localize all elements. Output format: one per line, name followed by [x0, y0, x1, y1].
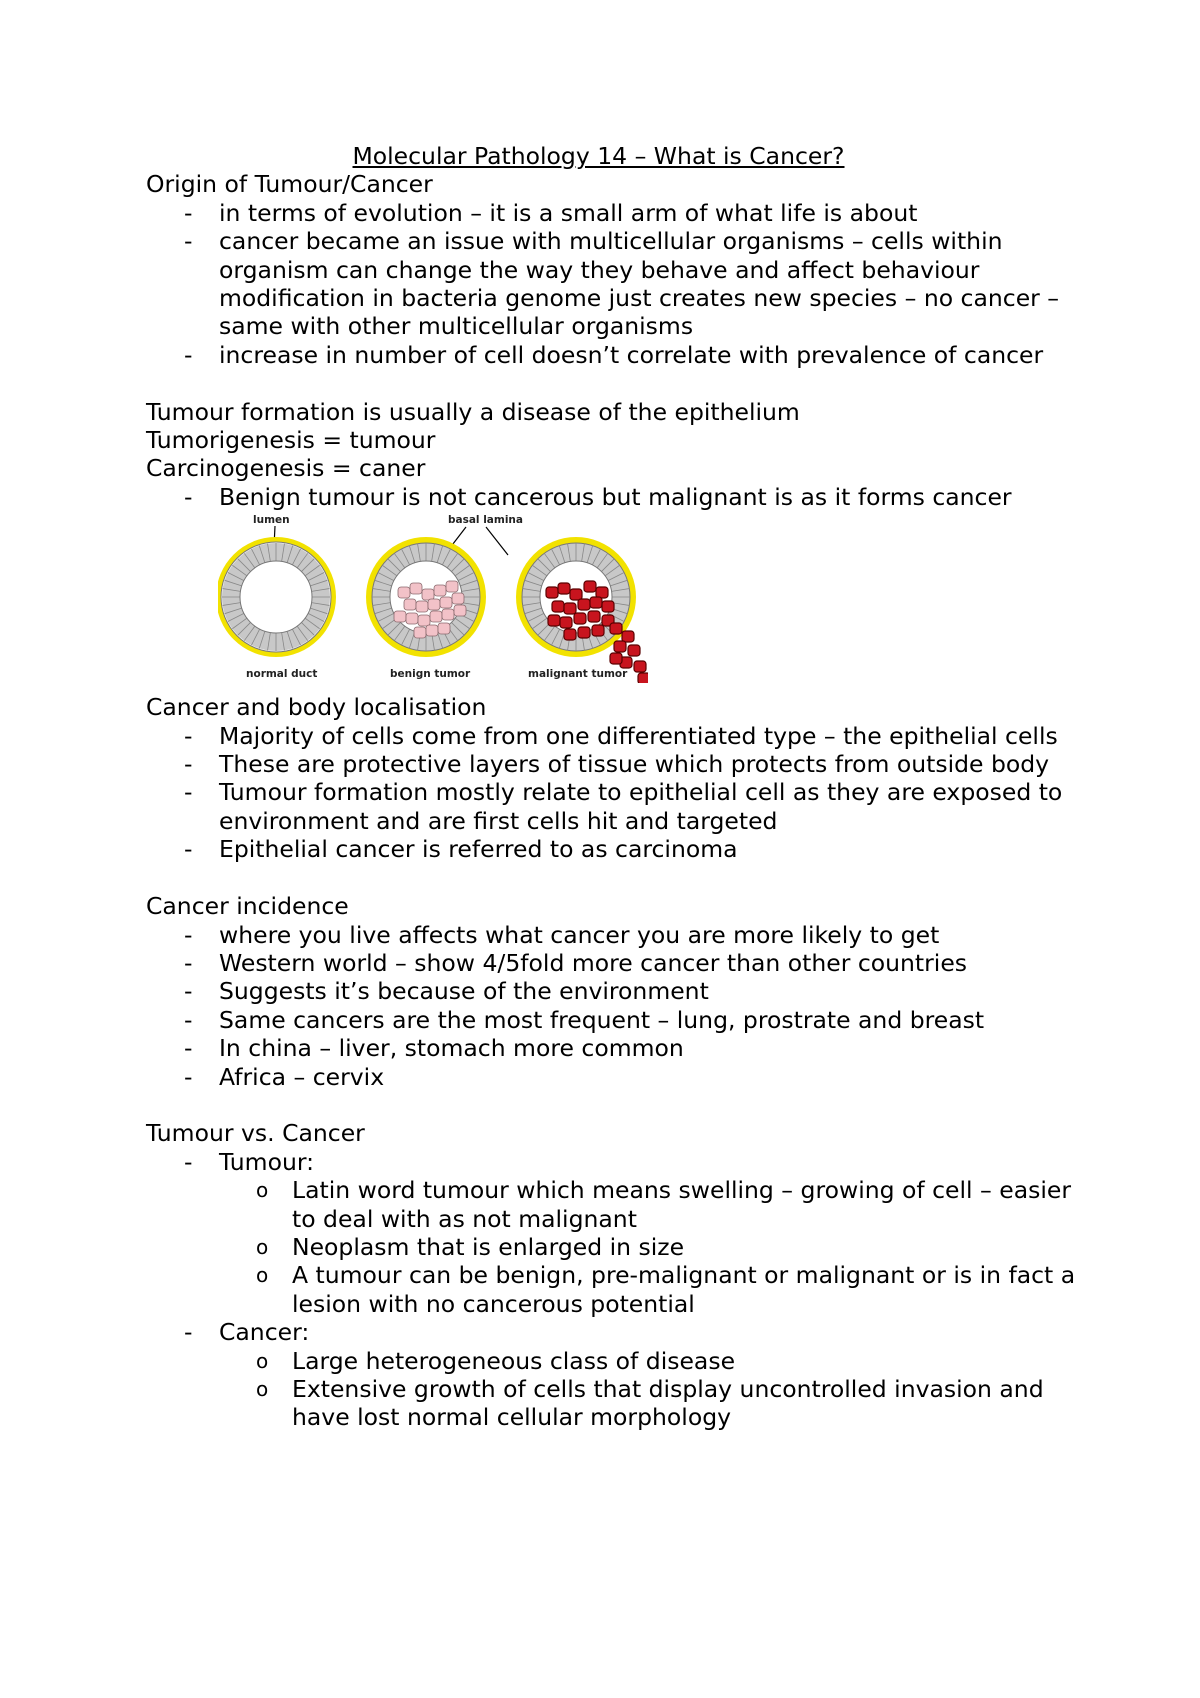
list-benign [146, 483, 1086, 511]
tumor-cell [440, 597, 452, 608]
tumor-cell [442, 609, 454, 620]
tumor-cell [614, 641, 626, 652]
page-title: Molecular Pathology 14 – What is Cancer? [352, 142, 845, 170]
document-page [146, 142, 1086, 1432]
sub-list-item: o A tumour can be benign, pre-malignant or malignant or is in fact a lesion with no cancerous potential [146, 1261, 1086, 1318]
tumor-cell [574, 613, 586, 624]
tumor-cell [564, 629, 576, 640]
tumor-cell [588, 611, 600, 622]
cancer-label: Cancer: [219, 1318, 310, 1347]
tumor-cell [434, 585, 446, 596]
tumor-cell [578, 627, 590, 638]
tumor-cell [430, 611, 442, 622]
tumor-cell [410, 583, 422, 594]
tumor-cell [634, 661, 646, 672]
caption-malignant-tumor: malignant tumor [528, 668, 628, 681]
sub-list-item: o Extensive growth of cells that display uncontrolled invasion and have lost normal cellular morphology [146, 1375, 1086, 1432]
list-item: - Suggests it’s because of the environment [146, 977, 1086, 1005]
sub-list-item: o Latin word tumour which means swelling – growing of cell – easier to deal with as not malignant [146, 1176, 1086, 1233]
list-item-cancer [146, 1318, 1086, 1432]
tumor-cell [564, 603, 576, 614]
tumor-cell [546, 587, 558, 598]
tumor-cell [638, 673, 648, 683]
benign-duct [366, 537, 486, 657]
tumor-cell [454, 605, 466, 616]
malignant-duct [516, 537, 648, 683]
sublist-cancer [146, 1347, 1086, 1432]
tumor-cell [560, 617, 572, 628]
list-item: - in terms of evolution – it is a small arm of what life is about [146, 199, 1086, 227]
tumor-cell [404, 599, 416, 610]
tumour-label: Tumour: [219, 1147, 315, 1176]
list-tumour-vs-cancer [146, 1148, 1086, 1432]
line-tumorigenesis: Tumorigenesis = tumour [146, 426, 436, 455]
caption-normal-duct: normal duct [246, 668, 318, 681]
label-basal-lamina: basal lamina [448, 514, 523, 527]
tumor-cell [570, 589, 582, 600]
tumor-cell [422, 589, 434, 600]
list-origin [146, 199, 1086, 369]
label-lumen: lumen [253, 514, 290, 527]
tumor-cell [622, 631, 634, 642]
tumor-cell [426, 625, 438, 636]
tumor-cell [584, 581, 596, 592]
list-incidence [146, 921, 1086, 1091]
tumor-cell [394, 611, 406, 622]
tumor-cell [610, 653, 622, 664]
tumor-cell [428, 599, 440, 610]
sub-list-item: o Neoplasm that is enlarged in size [146, 1233, 1086, 1261]
heading-localisation: Cancer and body localisation [146, 693, 487, 722]
list-item: - Benign tumour is not cancerous but malignant is as it forms cancer [146, 483, 1086, 511]
line-epithelium: Tumour formation is usually a disease of the epithelium [146, 397, 800, 426]
list-item: - Majority of cells come from one differentiated type – the epithelial cells [146, 722, 1086, 750]
tumor-cell [592, 625, 604, 636]
tumor-cell [552, 601, 564, 612]
tumor-cell [590, 597, 602, 608]
list-item: - Tumour formation mostly relate to epithelial cell as they are exposed to environment and are first cells hit and targeted [146, 778, 1086, 835]
tumor-cell [418, 615, 430, 626]
caption-benign-tumor: benign tumor [390, 668, 471, 681]
list-item: - where you live affects what cancer you are more likely to get [146, 921, 1086, 949]
tumor-cell [414, 627, 426, 638]
list-item: - These are protective layers of tissue which protects from outside body [146, 750, 1086, 778]
line-carcinogenesis: Carcinogenesis = caner [146, 454, 426, 483]
tumor-cell [628, 645, 640, 656]
list-item: - Africa – cervix [146, 1063, 1086, 1091]
list-localisation [146, 722, 1086, 864]
tumor-cell [398, 587, 410, 598]
tumor-cell [596, 587, 608, 598]
tumor-cell [452, 593, 464, 604]
tumor-cell [548, 615, 560, 626]
heading-origin: Origin of Tumour/Cancer [146, 170, 433, 199]
tumor-cell [578, 599, 590, 610]
tumor-cell [446, 581, 458, 592]
list-item: - Same cancers are the most frequent – lung, prostrate and breast [146, 1006, 1086, 1034]
duct-diagram [218, 513, 648, 683]
tumor-cell [602, 601, 614, 612]
tumor-cell [406, 613, 418, 624]
list-item: - cancer became an issue with multicellular organisms – cells within organism can change the way they behave and affect behaviour modification in bacteria genome just creates new species – no cancer – same with other multicellular organisms [146, 227, 1086, 341]
normal-duct [218, 537, 336, 657]
heading-incidence: Cancer incidence [146, 892, 349, 921]
list-item-tumour [146, 1148, 1086, 1318]
list-item: - increase in number of cell doesn’t correlate with prevalence of cancer [146, 341, 1086, 369]
heading-tumour-vs-cancer: Tumour vs. Cancer [146, 1119, 365, 1148]
list-item: - In china – liver, stomach more common [146, 1034, 1086, 1062]
tumor-cell [610, 623, 622, 634]
tumor-cell [438, 623, 450, 634]
sublist-tumour [146, 1176, 1086, 1318]
sub-list-item: o Large heterogeneous class of disease [146, 1347, 1086, 1375]
tumor-cell [416, 601, 428, 612]
list-item: - Western world – show 4/5fold more cancer than other countries [146, 949, 1086, 977]
list-item: - Epithelial cancer is referred to as carcinoma [146, 835, 1086, 863]
tumor-cell [558, 583, 570, 594]
duct-diagram-svg [218, 513, 648, 683]
